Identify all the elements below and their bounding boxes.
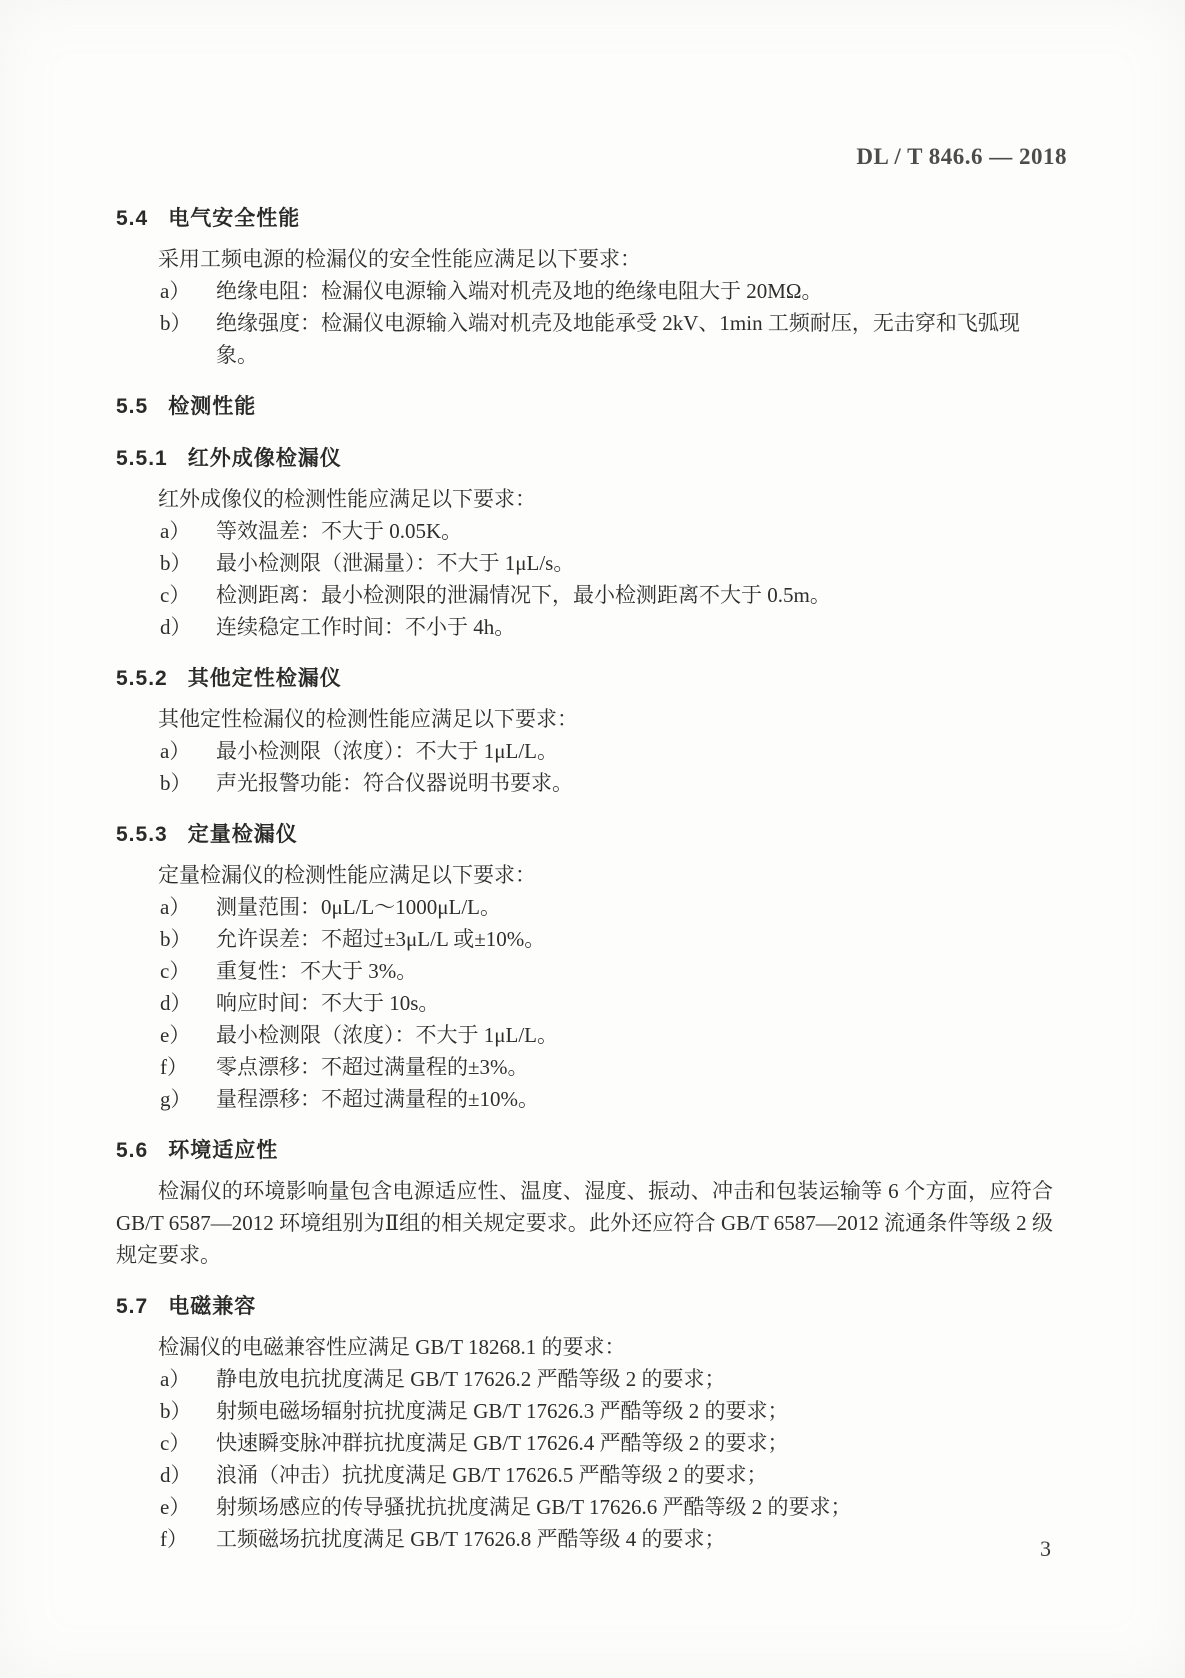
section-number: 5.5.2 [116, 667, 168, 690]
list-item-text: 最小检测限（浓度）：不大于 1μL/L。 [216, 1023, 558, 1047]
list-item-text: 最小检测限（泄漏量）：不大于 1μL/s。 [216, 551, 575, 575]
section-title: 电气安全性能 [168, 207, 301, 230]
section-number: 5.4 [116, 207, 149, 230]
section-heading [116, 443, 1053, 475]
list-item [116, 1083, 1053, 1115]
section-heading [116, 1135, 1053, 1167]
list-item [116, 579, 1053, 611]
document-content [116, 183, 1053, 1555]
list-item-text: 零点漂移：不超过满量程的±3%。 [216, 1055, 529, 1079]
list-item [116, 1395, 1053, 1427]
list-item-letter: a） [160, 739, 191, 763]
list-item [116, 1051, 1053, 1083]
section-heading [116, 391, 1053, 423]
list-item-text: 允许误差：不超过±3μL/L 或±10%。 [216, 927, 546, 951]
list-item-letter: b） [160, 927, 192, 951]
list-item-letter: d） [160, 1463, 192, 1487]
list-item-text: 工频磁场抗扰度满足 GB/T 17626.8 严酷等级 4 的要求； [216, 1527, 726, 1551]
section-number: 5.7 [116, 1295, 149, 1318]
section-title: 环境适应性 [168, 1139, 279, 1162]
list-item-letter: b） [160, 311, 192, 335]
section-title: 检测性能 [168, 395, 257, 418]
list-item-text: 绝缘强度：检漏仪电源输入端对机壳及地能承受 2kV、1min 工频耐压，无击穿和飞弧现象。 [216, 311, 1020, 367]
list-item-text: 重复性：不大于 3%。 [216, 959, 418, 983]
section-5.5 [116, 391, 1053, 423]
list-item-text: 浪涌（冲击）抗扰度满足 GB/T 17626.5 严酷等级 2 的要求； [216, 1463, 768, 1487]
list-item [116, 307, 1053, 371]
section-title: 红外成像检漏仪 [187, 447, 342, 470]
list-item-letter: f） [160, 1055, 188, 1079]
section-5.7 [116, 1291, 1053, 1555]
section-heading [116, 819, 1053, 851]
list-item [116, 611, 1053, 643]
list-item-text: 等效温差：不大于 0.05K。 [216, 519, 463, 543]
section-heading [116, 203, 1053, 235]
list-item-text: 量程漂移：不超过满量程的±10%。 [216, 1087, 540, 1111]
list-item [116, 923, 1053, 955]
list-item [116, 1459, 1053, 1491]
list-item-text: 测量范围：0μL/L～1000μL/L。 [216, 895, 501, 919]
list-item [116, 1523, 1053, 1555]
list-item-letter: b） [160, 1399, 192, 1423]
section-intro: 定量检漏仪的检测性能应满足以下要求： [158, 863, 536, 887]
list-item-letter: d） [160, 991, 192, 1015]
list-item [116, 515, 1053, 547]
list-item [116, 1427, 1053, 1459]
section-intro: 其他定性检漏仪的检测性能应满足以下要求： [158, 707, 578, 731]
list-item-text: 检测距离：最小检测限的泄漏情况下，最小检测距离不大于 0.5m。 [216, 583, 831, 607]
list-item [116, 1491, 1053, 1523]
list-item-letter: c） [160, 959, 191, 983]
list-item-letter: a） [160, 519, 191, 543]
list-item-text: 射频场感应的传导骚扰抗扰度满足 GB/T 17626.6 严酷等级 2 的要求； [216, 1495, 852, 1519]
list-item-text: 静电放电抗扰度满足 GB/T 17626.2 严酷等级 2 的要求； [216, 1367, 726, 1391]
list-item [116, 987, 1053, 1019]
section-5.6 [116, 1135, 1053, 1271]
section-heading [116, 663, 1053, 695]
section-number: 5.5.3 [116, 823, 168, 846]
list-item-letter: b） [160, 551, 192, 575]
list-item [116, 1019, 1053, 1051]
page-header [116, 141, 1067, 173]
list-item [116, 767, 1053, 799]
section-5.5.3 [116, 819, 1053, 1115]
list-item-text: 响应时间：不大于 10s。 [216, 991, 440, 1015]
list-item-letter: a） [160, 279, 191, 303]
standard-number: DL / T 846.6 — 2018 [856, 144, 1067, 169]
section-number: 5.5 [116, 395, 149, 418]
list-item [116, 1363, 1053, 1395]
list-item-text: 最小检测限（浓度）：不大于 1μL/L。 [216, 739, 558, 763]
list-item [116, 547, 1053, 579]
section-title: 电磁兼容 [168, 1295, 257, 1318]
section-number: 5.5.1 [116, 447, 168, 470]
list-item-text: 连续稳定工作时间：不小于 4h。 [216, 615, 516, 639]
list-item-text: 射频电磁场辐射抗扰度满足 GB/T 17626.3 严酷等级 2 的要求； [216, 1399, 789, 1423]
section-number: 5.6 [116, 1139, 149, 1162]
list-item-letter: c） [160, 583, 191, 607]
list-item [116, 735, 1053, 767]
list-item-letter: f） [160, 1527, 188, 1551]
section-title: 定量检漏仪 [187, 823, 298, 846]
section-intro: 检漏仪的电磁兼容性应满足 GB/T 18268.1 的要求： [158, 1335, 626, 1359]
section-intro: 红外成像仪的检测性能应满足以下要求： [158, 487, 536, 511]
list-item [116, 955, 1053, 987]
section-5.4 [116, 203, 1053, 371]
list-item-letter: e） [160, 1023, 191, 1047]
section-paragraph: 检漏仪的环境影响量包含电源适应性、温度、湿度、振动、冲击和包装运输等 6 个方面，应符合 GB/T 6587—2012 环境组别为Ⅱ组的相关规定要求。此外还应符合 GB/T 6587—2012 流通条件等级 2 级规定要求。 [116, 1179, 1053, 1267]
list-item-letter: b） [160, 771, 192, 795]
section-5.5.1 [116, 443, 1053, 643]
list-item [116, 275, 1053, 307]
list-item-letter: g） [160, 1087, 192, 1111]
list-item-text: 绝缘电阻：检漏仪电源输入端对机壳及地的绝缘电阻大于 20MΩ。 [216, 279, 823, 303]
list-item [116, 891, 1053, 923]
page-number: 3 [1040, 1536, 1051, 1561]
list-item-letter: a） [160, 1367, 191, 1391]
section-intro: 采用工频电源的检漏仪的安全性能应满足以下要求： [158, 247, 641, 271]
list-item-text: 声光报警功能：符合仪器说明书要求。 [216, 771, 573, 795]
section-heading [116, 1291, 1053, 1323]
list-item-letter: c） [160, 1431, 191, 1455]
section-title: 其他定性检漏仪 [187, 667, 342, 690]
list-item-text: 快速瞬变脉冲群抗扰度满足 GB/T 17626.4 严酷等级 2 的要求； [216, 1431, 789, 1455]
list-item-letter: a） [160, 895, 191, 919]
list-item-letter: d） [160, 615, 192, 639]
section-5.5.2 [116, 663, 1053, 799]
list-item-letter: e） [160, 1495, 191, 1519]
